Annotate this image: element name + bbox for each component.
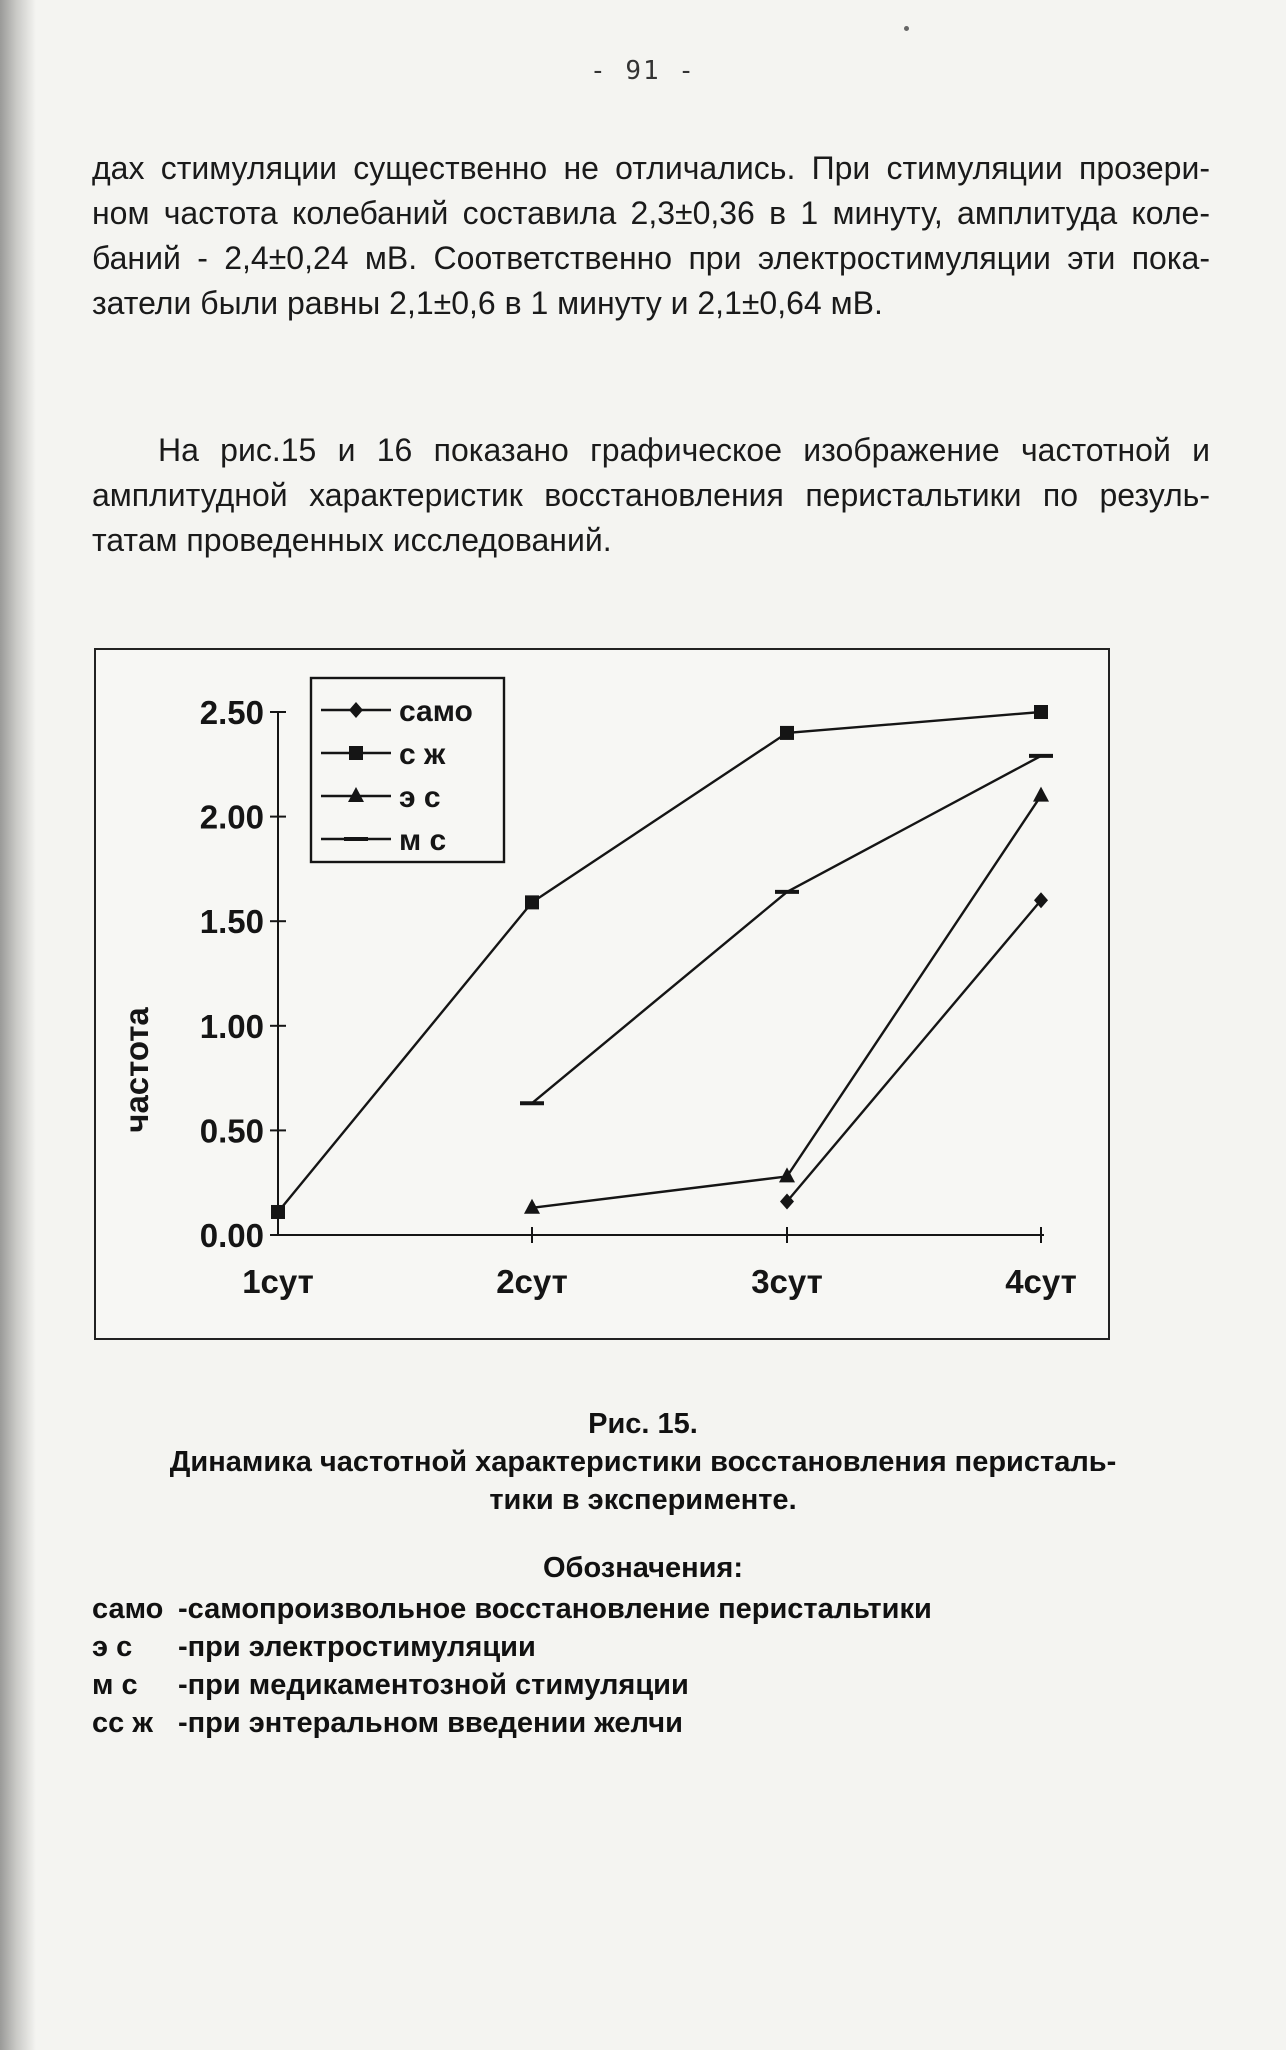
data-point-marker [780, 726, 794, 740]
y-tick-label: 1.50 [199, 903, 264, 941]
abbreviation-meaning: -при энтеральном введении желчи [178, 1707, 683, 1739]
paragraph-2 [92, 428, 1210, 563]
figure-caption-line: Динамика частотной характеристики восстановления перисталь- [169, 1446, 1117, 1478]
paragraph-1-line: затели были равны 2,1±0,6 в 1 минуту и 2,1±0,64 мВ. [92, 285, 883, 321]
abbreviation-meaning: -самопроизвольное восстановление перистальтики [178, 1593, 932, 1625]
chart-frame [94, 648, 1110, 1340]
abbreviation-meaning: -при электростимуляции [178, 1631, 536, 1663]
abbreviation: э с [92, 1631, 133, 1663]
y-tick-label: 2.00 [199, 798, 264, 836]
series-line [787, 900, 1041, 1201]
legend-label: м с [399, 824, 447, 857]
abbreviation-list [92, 1593, 932, 1745]
y-tick-label: 0.00 [199, 1217, 264, 1254]
paragraph-1 [92, 146, 1210, 326]
page-edge-shadow [0, 0, 36, 2050]
x-tick-label: 4сут [1005, 1263, 1077, 1300]
y-tick-label: 0.50 [199, 1112, 264, 1150]
abbreviation-row [92, 1707, 932, 1745]
figure-caption-line: тики в эксперименте. [489, 1484, 797, 1516]
abbreviation: само [92, 1593, 164, 1625]
legend-label: с ж [399, 738, 446, 771]
y-tick-label: 2.50 [199, 694, 264, 731]
figure-title: Рис. 15. [588, 1408, 698, 1440]
x-tick-label: 3сут [751, 1263, 823, 1300]
abbreviation: м с [92, 1669, 138, 1701]
data-point-marker [1034, 705, 1048, 719]
data-point-marker [271, 1205, 285, 1219]
paragraph-1-line: ном частота колебаний составила 2,3±0,36 в 1 минуту, амплитуда коле- [92, 195, 1210, 231]
series-line [532, 796, 1041, 1208]
y-axis-label: частота [118, 1007, 155, 1133]
abbreviation-meaning: -при медикаментозной стимуляции [178, 1669, 689, 1701]
legend-label: само [399, 695, 473, 728]
scan-speck [904, 26, 909, 31]
frequency-line-chart [96, 650, 1108, 1338]
paragraph-2-line: На рис.15 и 16 показано графическое изображение частотной и [158, 432, 1210, 468]
abbreviation-row [92, 1669, 932, 1707]
legend-heading: Обозначения: [542, 1552, 744, 1584]
legend-marker [349, 746, 363, 760]
paragraph-2-line: татам проведенных исследований. [92, 522, 612, 558]
paragraph-1-line: дах стимуляции существенно не отличались. При стимуляции прозери- [92, 150, 1210, 186]
abbreviation-row [92, 1593, 932, 1631]
abbreviation-row [92, 1631, 932, 1669]
data-point-marker [1033, 787, 1049, 802]
series-line [532, 756, 1041, 1103]
paragraph-1-line: баний - 2,4±0,24 мВ. Соответственно при электростимуляции эти пока- [92, 240, 1210, 276]
x-tick-label: 1сут [242, 1263, 314, 1300]
legend-label: э с [399, 781, 441, 814]
page-number: - 91 - [590, 56, 696, 86]
data-point-marker [525, 895, 539, 909]
abbreviation: сс ж [92, 1707, 153, 1739]
y-tick-label: 1.00 [199, 1007, 264, 1045]
x-tick-label: 2сут [496, 1263, 568, 1300]
paragraph-2-line: амплитудной характеристик восстановления перистальтики по резуль- [92, 477, 1210, 513]
